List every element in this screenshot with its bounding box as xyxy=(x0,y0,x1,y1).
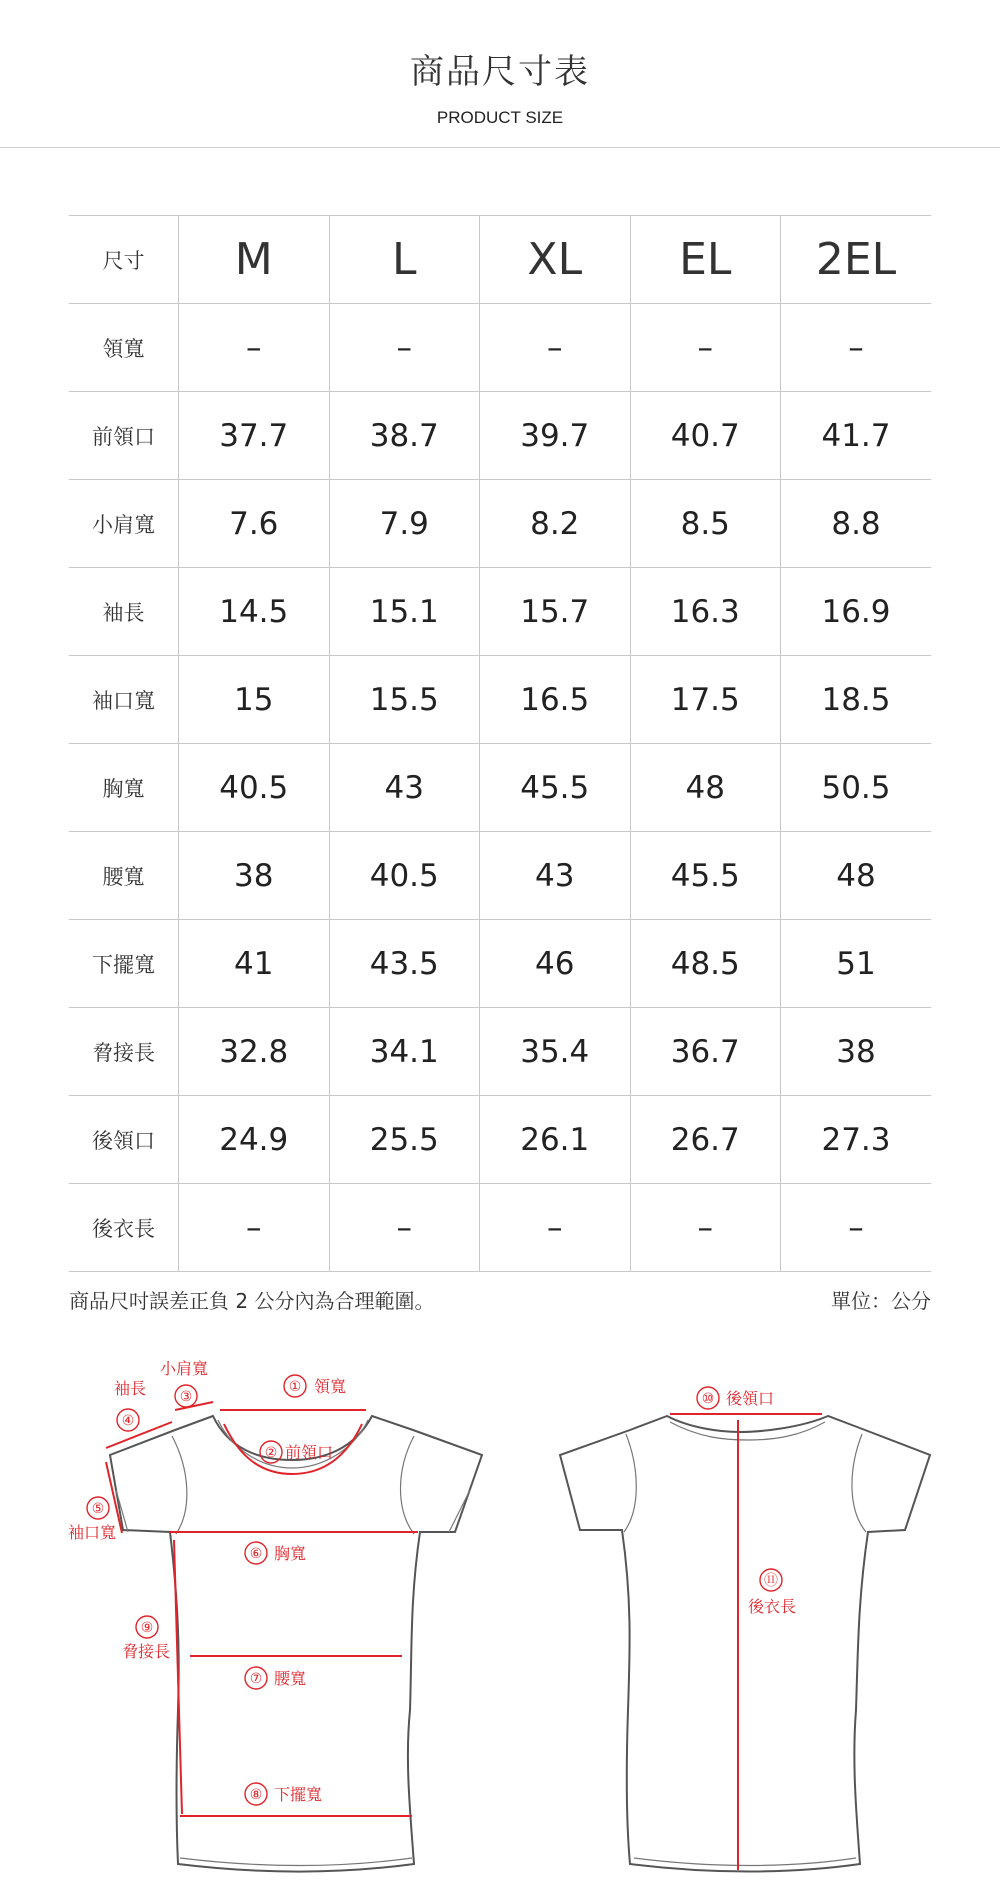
size-value: 34.1 xyxy=(329,1008,480,1096)
label-sleeve-length: 袖長 xyxy=(114,1379,147,1398)
size-value: 17.5 xyxy=(630,656,781,744)
page-subtitle: PRODUCT SIZE xyxy=(436,108,564,127)
header-divider xyxy=(0,147,1000,148)
label-number: ① xyxy=(288,1379,302,1395)
size-value: – xyxy=(480,1184,631,1272)
size-value: 16.5 xyxy=(480,656,631,744)
size-value: 8.2 xyxy=(480,480,631,568)
size-value: 27.3 xyxy=(781,1096,932,1184)
row-label: 前領口 xyxy=(69,392,179,480)
size-value: 7.6 xyxy=(179,480,330,568)
size-value: 39.7 xyxy=(480,392,631,480)
back-shirt-outline xyxy=(560,1416,930,1872)
table-row xyxy=(69,1096,931,1184)
size-table xyxy=(69,215,931,1272)
size-value: 46 xyxy=(480,920,631,1008)
back-measurements xyxy=(670,1414,822,1870)
size-value: 26.1 xyxy=(480,1096,631,1184)
size-header: L xyxy=(329,216,480,304)
label-number: ⑦ xyxy=(249,1671,263,1687)
table-row xyxy=(69,480,931,568)
table-row xyxy=(69,656,931,744)
size-value: 15 xyxy=(179,656,330,744)
size-value: 14.5 xyxy=(179,568,330,656)
size-value: 38 xyxy=(781,1008,932,1096)
row-label: 領寬 xyxy=(69,304,179,392)
size-value: – xyxy=(781,304,932,392)
size-value: 48.5 xyxy=(630,920,781,1008)
size-value: – xyxy=(179,1184,330,1272)
size-value: 38.7 xyxy=(329,392,480,480)
size-value: 35.4 xyxy=(480,1008,631,1096)
row-label: 胸寬 xyxy=(69,744,179,832)
size-value: 26.7 xyxy=(630,1096,781,1184)
label-hem-width: 下擺寬 xyxy=(274,1785,323,1804)
label-number: ④ xyxy=(121,1413,135,1429)
size-value: 7.9 xyxy=(329,480,480,568)
front-labels xyxy=(68,1359,346,1805)
label-collar-width: 領寬 xyxy=(314,1377,347,1396)
size-value: 48 xyxy=(781,832,932,920)
size-value: 15.1 xyxy=(329,568,480,656)
tolerance-note: 商品尺吋誤差正負 2 公分內為合理範圍。 xyxy=(69,1289,435,1313)
size-value: – xyxy=(329,1184,480,1272)
size-value: – xyxy=(179,304,330,392)
size-value: 45.5 xyxy=(480,744,631,832)
size-value: 38 xyxy=(179,832,330,920)
label-number: ⑪ xyxy=(764,1573,778,1589)
size-value: – xyxy=(480,304,631,392)
label-waist-width: 腰寬 xyxy=(274,1669,307,1688)
size-value: 25.5 xyxy=(329,1096,480,1184)
table-row xyxy=(69,1008,931,1096)
row-label: 後衣長 xyxy=(69,1184,179,1272)
back-labels xyxy=(697,1387,796,1616)
measurement-diagram xyxy=(0,1350,1000,1890)
size-value: 41 xyxy=(179,920,330,1008)
label-side-seam: 脅接長 xyxy=(122,1642,171,1661)
label-number: ⑧ xyxy=(249,1787,263,1803)
size-value: 15.5 xyxy=(329,656,480,744)
size-value: – xyxy=(630,1184,781,1272)
row-label: 後領口 xyxy=(69,1096,179,1184)
size-header: XL xyxy=(480,216,631,304)
size-value: 15.7 xyxy=(480,568,631,656)
size-value: 43 xyxy=(329,744,480,832)
table-row xyxy=(69,304,931,392)
label-back-length: 後衣長 xyxy=(748,1597,797,1616)
row-label: 腰寬 xyxy=(69,832,179,920)
label-number: ⑨ xyxy=(140,1620,154,1636)
size-value: 8.8 xyxy=(781,480,932,568)
size-value: 32.8 xyxy=(179,1008,330,1096)
unit-label: 單位：公分 xyxy=(831,1289,931,1313)
size-value: 40.5 xyxy=(329,832,480,920)
label-front-neck: 前領口 xyxy=(285,1443,334,1462)
corner-label: 尺寸 xyxy=(69,216,179,304)
row-label: 袖長 xyxy=(69,568,179,656)
size-value: 36.7 xyxy=(630,1008,781,1096)
label-number: ③ xyxy=(179,1389,193,1405)
table-row xyxy=(69,1184,931,1272)
front-measurements xyxy=(106,1402,418,1816)
table-row xyxy=(69,568,931,656)
label-shoulder-width: 小肩寬 xyxy=(160,1359,209,1378)
row-label: 下擺寬 xyxy=(69,920,179,1008)
size-value: 16.3 xyxy=(630,568,781,656)
size-value: – xyxy=(630,304,781,392)
label-back-neck: 後領口 xyxy=(726,1389,775,1408)
size-value: 37.7 xyxy=(179,392,330,480)
side-seam-line xyxy=(174,1540,182,1814)
size-value: 45.5 xyxy=(630,832,781,920)
table-header-row xyxy=(69,216,931,304)
size-value: 24.9 xyxy=(179,1096,330,1184)
label-chest-width: 胸寬 xyxy=(274,1544,307,1563)
row-label: 袖口寬 xyxy=(69,656,179,744)
row-label: 小肩寬 xyxy=(69,480,179,568)
size-value: – xyxy=(781,1184,932,1272)
table-row xyxy=(69,920,931,1008)
label-number: ⑤ xyxy=(91,1501,105,1517)
label-number: ② xyxy=(264,1445,278,1461)
page-title: 商品尺寸表 xyxy=(410,52,590,92)
size-header: 2EL xyxy=(781,216,932,304)
table-row xyxy=(69,744,931,832)
table-row xyxy=(69,392,931,480)
size-value: 51 xyxy=(781,920,932,1008)
size-value: 41.7 xyxy=(781,392,932,480)
size-value: 8.5 xyxy=(630,480,781,568)
size-value: 50.5 xyxy=(781,744,932,832)
size-value: 18.5 xyxy=(781,656,932,744)
row-label: 脅接長 xyxy=(69,1008,179,1096)
size-header: M xyxy=(179,216,330,304)
label-cuff-width: 袖口寬 xyxy=(68,1523,117,1542)
table-row xyxy=(69,832,931,920)
label-number: ⑥ xyxy=(249,1546,263,1562)
size-value: 43 xyxy=(480,832,631,920)
size-value: 43.5 xyxy=(329,920,480,1008)
size-value: 16.9 xyxy=(781,568,932,656)
size-value: 40.7 xyxy=(630,392,781,480)
size-value: – xyxy=(329,304,480,392)
size-value: 48 xyxy=(630,744,781,832)
size-header: EL xyxy=(630,216,781,304)
label-number: ⑩ xyxy=(701,1391,715,1407)
size-value: 40.5 xyxy=(179,744,330,832)
